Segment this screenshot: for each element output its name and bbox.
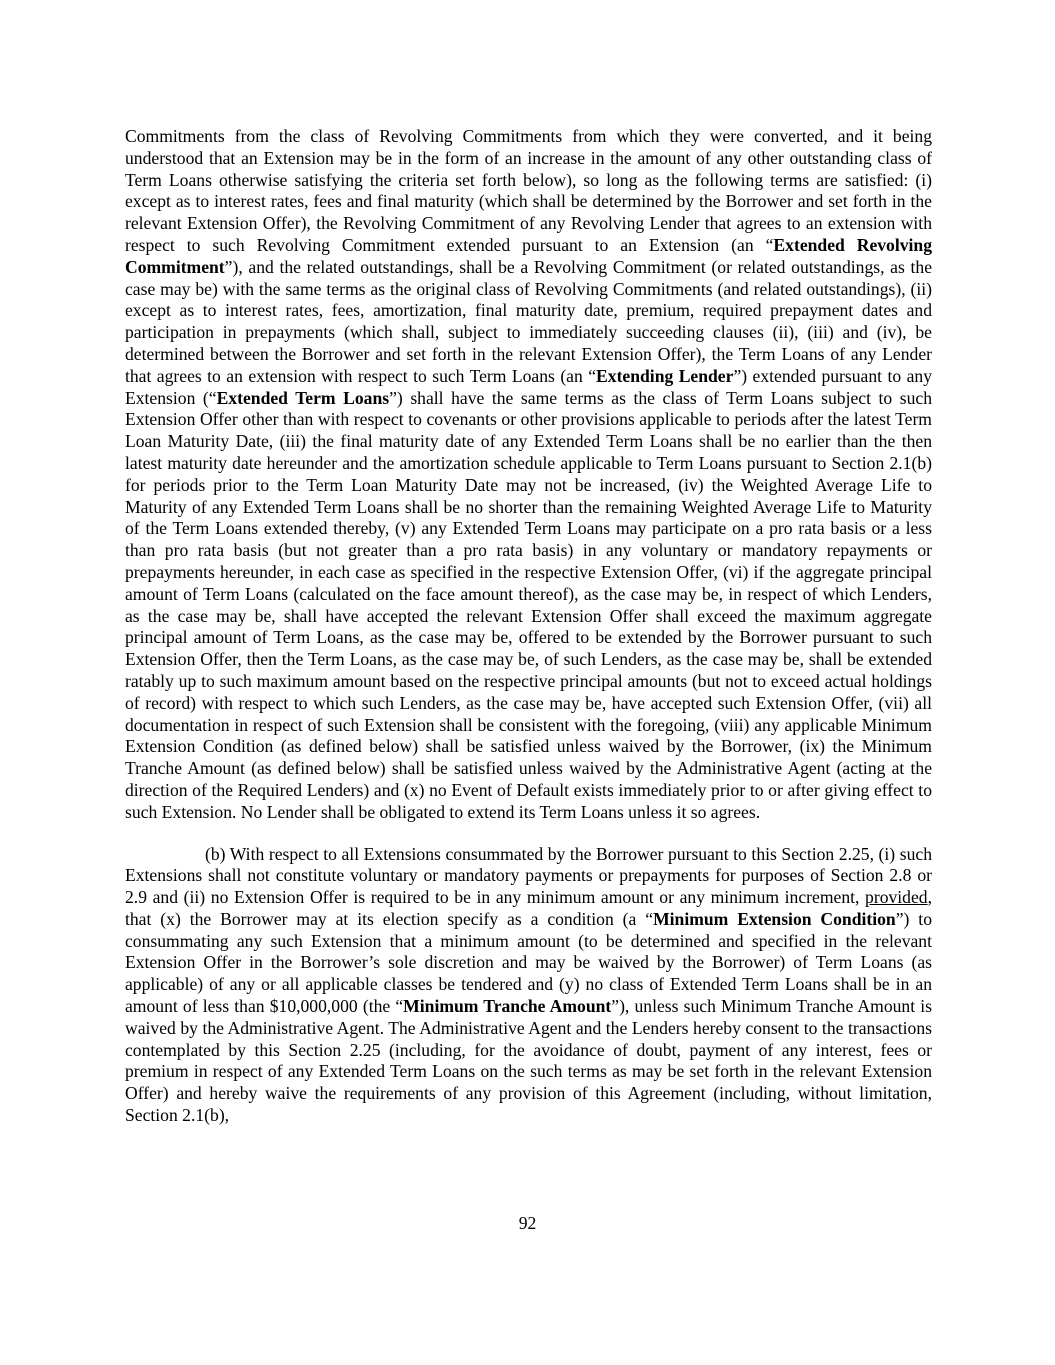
text-segment: (b) With respect to all Extensions consummated by the Borrower pursuant to this Section 2.25, (i) such Extensions shall not constitute voluntary or mandatory payments or prepayments for purposes of Section 2.8 or 2.9 and (ii) no Extension Offer is required to be in any minimum amount or any minimum increment, xyxy=(125,843,932,908)
defined-term-extended-revolving-commitment: Extended Revolving Commitment xyxy=(125,234,932,277)
paragraph-b xyxy=(125,844,932,1127)
page-number: 92 xyxy=(518,1213,537,1233)
text-segment: Commitments from the class of Revolving Commitments from which they were converted, and it being understood that an Extension may be in the form of an increase in the amount of any other outstanding class of Term Loans otherwise satisfying the criteria set forth below), so long as the following terms are satisfied: (i) except as to interest rates, fees and final maturity (which shall be determined by the Borrower and set forth in the relevant Extension Offer), the Revolving Commitment of any Revolving Lender that agrees to an extension with respect to such Revolving Commitment extended pursuant to an Extension (an “ xyxy=(125,126,932,255)
text-segment: ”) extended pursuant to any Extension (“ xyxy=(125,365,932,408)
underlined-term-provided: provided xyxy=(865,887,928,908)
text-segment: ”) to consummating any such Extension that a minimum amount (to be determined and specified in the relevant Extension Offer in the Borrower’s sole discretion and may be waived by the Borrower) of Term Loans (as applicable) of any or all applicable classes be tendered and (y) no class of Extended Term Loans shall be in an amount of less than $10,000,000 (the “ xyxy=(125,908,932,1017)
paragraph-continued xyxy=(125,126,932,824)
defined-term-minimum-tranche-amount: Minimum Tranche Amount xyxy=(403,996,612,1017)
document-body xyxy=(125,126,932,1127)
text-segment: , that (x) the Borrower may at its election specify as a condition (a “ xyxy=(125,887,932,929)
text-segment: ”), and the related outstandings, shall be a Revolving Commitment (or related outstandings, as the case may be) with the same terms as the original class of Revolving Commitments (and related outstandings), (ii) except as to interest rates, fees, amortization, final maturity date, premium, required prepayment dates and participation in prepayments (which shall, subject to immediately succeeding clauses (ii), (iii) and (iv), be determined between the Borrower and set forth in the relevant Extension Offer), the Term Loans of any Lender that agrees to an extension with respect to such Term Loans (an “ xyxy=(125,256,932,386)
defined-term-extended-term-loans: Extended Term Loans xyxy=(216,387,390,408)
text-segment: ”) shall have the same terms as the class of Term Loans subject to such Extension Offer other than with respect to covenants or other provisions applicable to periods after the latest Term Loan Maturity Date, (iii) the final maturity date of any Extended Term Loans shall be no earlier than the then latest maturity date hereunder and the amortization schedule applicable to Term Loans pursuant to Section 2.1(b) for periods prior to the Term Loan Maturity Date may not be increased, (iv) the Weighted Average Life to Maturity of any Extended Term Loans shall be no shorter than the remaining Weighted Average Life to Maturity of the Term Loans extended thereby, (v) any Extended Term Loans may participate on a pro rata basis or a less than pro rata basis (but not greater than a pro rata basis) in any voluntary or mandatory repayments or prepayments hereunder, in each case as specified in the respective Extension Offer, (vi) if the aggregate principal amount of Term Loans (calculated on the face amount thereof), as the case may be, in respect of which Lenders, as the case may be, shall have accepted the relevant Extension Offer shall exceed the maximum aggregate principal amount of Term Loans, as the case may be, offered to be extended by the Borrower pursuant to such Extension Offer, then the Term Loans, as the case may be, of such Lenders, as the case may be, shall be extended ratably up to such maximum amount based on the respective principal amounts (but not to exceed actual holdings of record) with respect to which such Lenders, as the case may be, have accepted such Extension Offer, (vii) all documentation in respect of such Extension shall be consistent with the foregoing, (viii) any applicable Minimum Extension Condition (as defined below) shall be satisfied unless waived by the Borrower, (ix) the Minimum Tranche Amount (as defined below) shall be satisfied unless waived by the Administrative Agent (acting at the direction of the Required Lenders) and (x) no Event of Default exists immediately prior to or after giving effect to such Extension. No Lender shall be obligated to extend its Term Loans unless it so agrees. xyxy=(125,387,932,822)
text-segment: ”), unless such Minimum Tranche Amount is waived by the Administrative Agent. The Administrative Agent and the Lenders hereby consent to the transactions contemplated by this Section 2.25 (including, for the avoidance of doubt, payment of any interest, fees or premium in respect of any Extended Term Loans on the such terms as may be set forth in the relevant Extension Offer) and hereby waive the requirements of any provision of this Agreement (including, without limitation, Section 2.1(b), xyxy=(125,996,932,1126)
defined-term-minimum-extension-condition: Minimum Extension Condition xyxy=(653,908,896,929)
defined-term-extending-lender: Extending Lender xyxy=(596,365,734,386)
